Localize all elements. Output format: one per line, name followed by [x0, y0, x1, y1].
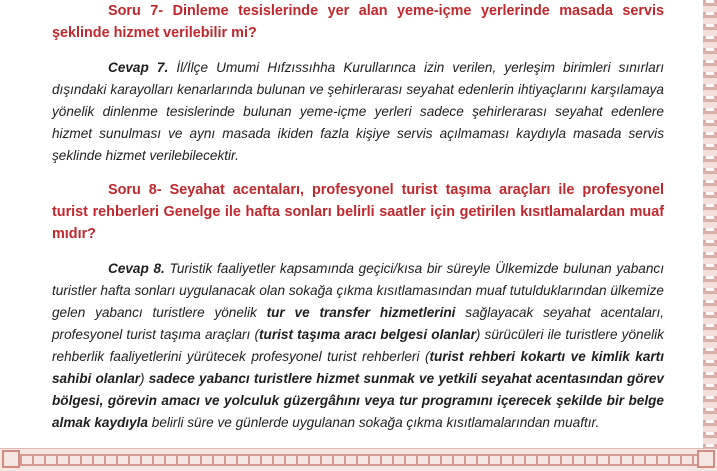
answer-8-text-3: ) sürücüleri ile turistlere yönelik rehberlik faaliyetlerini yürütecek profesyonel turist rehberleri ( [52, 327, 664, 364]
answer-8-bold-1: tur ve transfer hizmetlerini [266, 305, 456, 320]
answer-8-bold-3: turist rehberi kokartı ve kimlik kartı sahibi olanlar [52, 349, 664, 386]
answer-7-label: Cevap 7. [108, 60, 169, 75]
answer-8-label: Cevap 8. [108, 261, 165, 276]
question-8: Soru 8- Seyahat acentaları, profesyonel turist taşıma araçları ile profesyonel turist rehberleri Genelge ile hafta sonları belirli saatler için getirilen kısıtlamalardan muaf mıdır? [52, 182, 664, 242]
answer-8-bold-2: turist taşıma aracı belgesi olanlar [259, 327, 476, 342]
document-content [52, 0, 664, 434]
answer-8-text-5: belirli süre ve günlerde uygulanan sokağa çıkma kısıtlamalarından muaftır. [147, 415, 600, 430]
border-corner-right [697, 450, 715, 468]
answer-7 [52, 57, 664, 167]
answer-8 [52, 258, 664, 434]
meander-pattern [20, 454, 697, 466]
decorative-border-right [703, 0, 717, 471]
answer-8-text-4: ) [140, 371, 149, 386]
answer-8-bold-4: sadece yabancı turistlere hizmet sunmak ve yetkili seyahat acentasından görev bölgesi, görevin amacı ve yolculuk güzergâhını veya tur programını içerecek şekilde bir belge almak kaydıyla [52, 371, 664, 430]
decorative-border-bottom [0, 448, 717, 471]
border-corner-left [2, 450, 20, 468]
answer-7-text: İl/İlçe Umumi Hıfzıssıhha Kurullarınca izin verilen, yerleşim birimleri sınırları dışındaki karayolları kenarlarında bulunan ve şehirlerarası seyahat edenlerin ihtiyaçlarını karşılamaya yönelik dinlenme tesislerinde bulunan yeme-içme yerleri sadece şehirlerarası seyahat edenlere hizmet sunulması ve aynı masada ikiden fazla kişiye servis açılmaması kaydıyla masada servis şeklinde hizmet verilebilecektir. [52, 60, 664, 163]
answer-8-text-2: sağlayacak seyahat acentaları, profesyonel turist taşıma araçları ( [52, 305, 665, 342]
answer-8-text-1: Turistik faaliyetler kapsamında geçici/kısa bir süreyle Ülkemizde bulunan yabancı turistler hafta sonları uygulanacak olan sokağa çıkma kısıtlamasından muaf tutulduklarından ülkemize gelen yabancı turistlere yönelik [52, 261, 664, 320]
question-7: Soru 7- Dinleme tesislerinde yer alan yeme-içme yerlerinde masada servis şeklinde hizmet verilebilir mi? [52, 3, 664, 41]
